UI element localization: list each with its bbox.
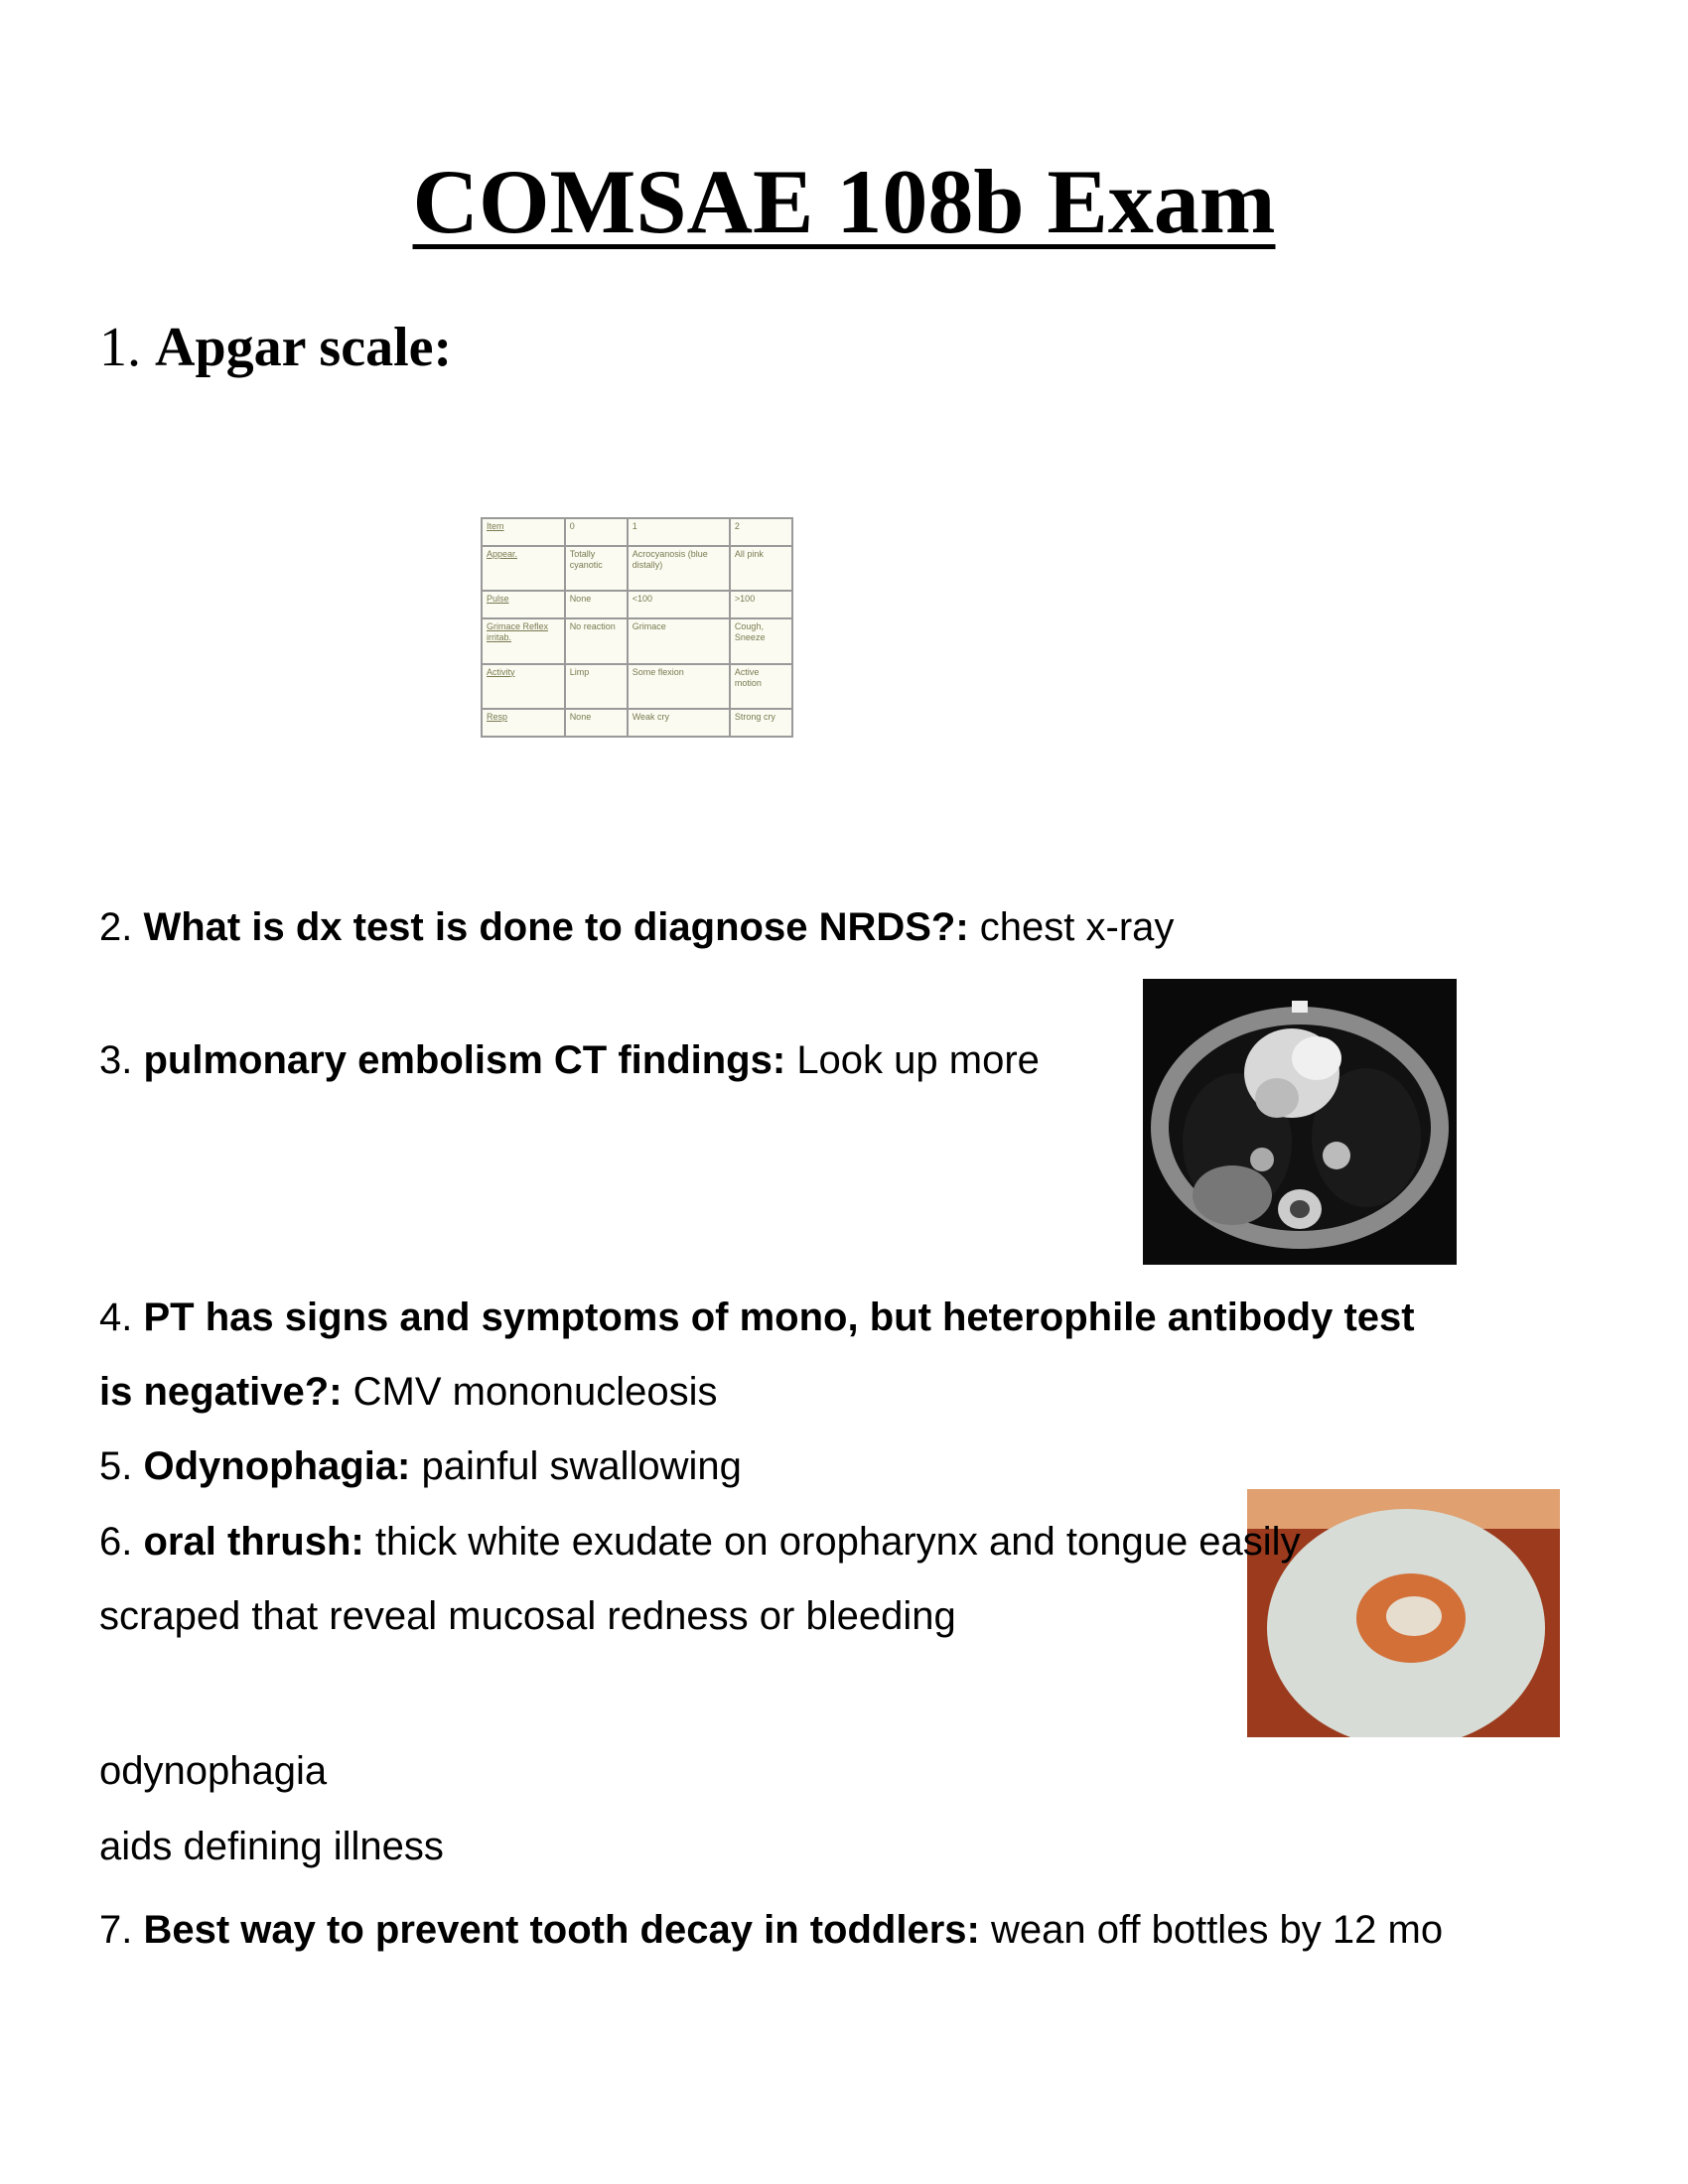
table-row: Activity Limp Some flexion Active motion [482, 664, 792, 710]
question-4-continued: is negative?: CMV mononucleosis [99, 1370, 718, 1414]
question-7: 7. Best way to prevent tooth decay in toddlers: wean off bottles by 12 mo [99, 1908, 1444, 1952]
question-6-continued: scraped that reveal mucosal redness or bleeding [99, 1594, 956, 1638]
question-6: 6. oral thrush: thick white exudate on oropharynx and tongue easily [99, 1520, 1301, 1564]
question-1: 1. Apgar scale: [99, 317, 453, 378]
question-3: 3. pulmonary embolism CT findings: Look up more [99, 1038, 1040, 1082]
note-odynophagia: odynophagia [99, 1749, 328, 1793]
note-aids: aids defining illness [99, 1825, 444, 1868]
table-row: Pulse None <100 >100 [482, 591, 792, 618]
table-row: Grimace Reflex irritab. No reaction Grimace Cough, Sneeze [482, 618, 792, 664]
apgar-table-image [481, 517, 793, 738]
question-5: 5. Odynophagia: painful swallowing [99, 1444, 742, 1488]
table-row: Appear. Totally cyanotic Acrocyanosis (blue distally) All pink [482, 546, 792, 592]
question-4: 4. PT has signs and symptoms of mono, but heterophile antibody test [99, 1296, 1415, 1339]
question-2: 2. What is dx test is done to diagnose NRDS?: chest x-ray [99, 905, 1175, 949]
page-title: COMSAE 108b Exam [412, 151, 1276, 252]
table-row: Resp None Weak cry Strong cry [482, 709, 792, 737]
table-header-row: Item 0 1 2 [482, 518, 792, 546]
ct-scan-image [1143, 979, 1457, 1265]
